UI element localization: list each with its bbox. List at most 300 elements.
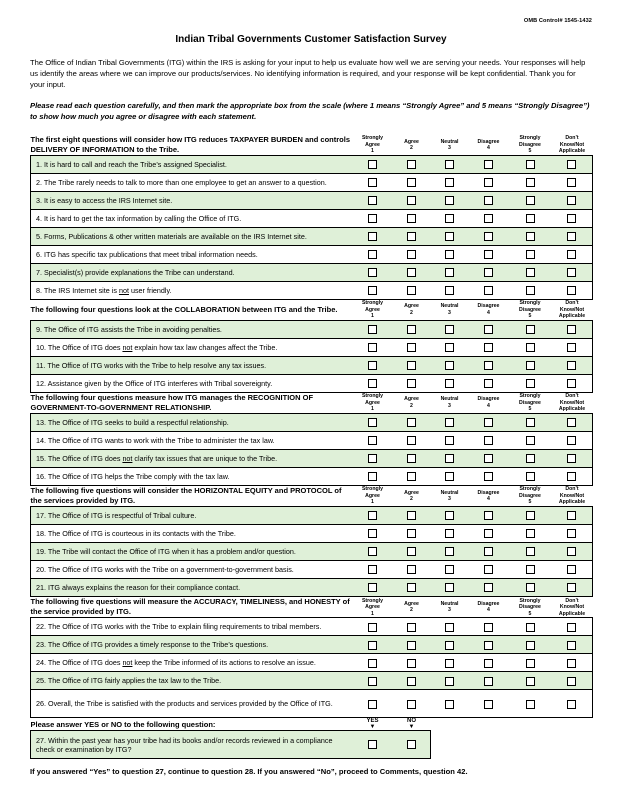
answer-cell-5[interactable] — [509, 282, 552, 300]
checkbox[interactable] — [526, 511, 535, 520]
checkbox[interactable] — [567, 623, 576, 632]
answer-cell-2[interactable] — [393, 246, 431, 264]
answer-cell-4[interactable] — [469, 228, 509, 246]
answer-cell-4[interactable] — [469, 210, 509, 228]
checkbox[interactable] — [445, 659, 454, 668]
checkbox[interactable] — [526, 214, 535, 223]
checkbox[interactable] — [445, 325, 454, 334]
answer-cell-4[interactable] — [469, 449, 509, 467]
answer-cell-2[interactable] — [393, 282, 431, 300]
answer-cell-4[interactable] — [469, 525, 509, 543]
answer-cell-5[interactable] — [509, 264, 552, 282]
answer-cell-1[interactable] — [353, 282, 393, 300]
checkbox[interactable] — [368, 677, 377, 686]
answer-cell-4[interactable] — [469, 282, 509, 300]
answer-cell-3[interactable] — [431, 579, 469, 597]
answer-cell-2[interactable] — [393, 374, 431, 392]
answer-cell-1[interactable] — [353, 156, 393, 174]
checkbox[interactable] — [526, 379, 535, 388]
answer-cell-4[interactable] — [469, 507, 509, 525]
checkbox[interactable] — [407, 325, 416, 334]
checkbox[interactable] — [445, 641, 454, 650]
answer-cell-5[interactable] — [509, 561, 552, 579]
checkbox[interactable] — [407, 511, 416, 520]
checkbox[interactable] — [484, 418, 493, 427]
answer-cell-5[interactable] — [509, 449, 552, 467]
checkbox[interactable] — [567, 659, 576, 668]
answer-cell-3[interactable] — [431, 192, 469, 210]
answer-cell-4[interactable] — [469, 320, 509, 338]
checkbox[interactable] — [407, 583, 416, 592]
checkbox[interactable] — [368, 700, 377, 709]
answer-cell-5[interactable] — [509, 690, 552, 718]
checkbox[interactable] — [484, 343, 493, 352]
checkbox[interactable] — [407, 343, 416, 352]
answer-cell-4[interactable] — [469, 174, 509, 192]
checkbox[interactable] — [484, 379, 493, 388]
checkbox[interactable] — [445, 160, 454, 169]
answer-cell-3[interactable] — [431, 356, 469, 374]
answer-cell-3[interactable] — [431, 507, 469, 525]
answer-cell-1[interactable] — [353, 672, 393, 690]
checkbox[interactable] — [445, 418, 454, 427]
checkbox[interactable] — [445, 583, 454, 592]
answer-cell-5[interactable] — [509, 228, 552, 246]
answer-cell-3[interactable] — [431, 246, 469, 264]
answer-cell-1[interactable] — [353, 192, 393, 210]
answer-cell-1[interactable] — [353, 618, 393, 636]
answer-cell-4[interactable] — [469, 467, 509, 485]
answer-cell-yes[interactable] — [353, 731, 393, 759]
answer-cell-2[interactable] — [393, 467, 431, 485]
checkbox[interactable] — [567, 286, 576, 295]
answer-cell-2[interactable] — [393, 320, 431, 338]
checkbox[interactable] — [407, 623, 416, 632]
answer-cell-1[interactable] — [353, 467, 393, 485]
answer-cell-2[interactable] — [393, 356, 431, 374]
checkbox[interactable] — [368, 214, 377, 223]
answer-cell-3[interactable] — [431, 467, 469, 485]
answer-cell-1[interactable] — [353, 413, 393, 431]
checkbox[interactable] — [407, 160, 416, 169]
answer-cell-4[interactable] — [469, 413, 509, 431]
answer-cell-1[interactable] — [353, 174, 393, 192]
checkbox[interactable] — [484, 511, 493, 520]
checkbox[interactable] — [407, 641, 416, 650]
checkbox[interactable] — [368, 511, 377, 520]
checkbox[interactable] — [368, 641, 377, 650]
answer-cell-4[interactable] — [469, 192, 509, 210]
checkbox[interactable] — [567, 472, 576, 481]
checkbox[interactable] — [368, 196, 377, 205]
answer-cell-1[interactable] — [353, 449, 393, 467]
checkbox[interactable] — [484, 700, 493, 709]
checkbox[interactable] — [567, 379, 576, 388]
answer-cell-3[interactable] — [431, 561, 469, 579]
checkbox[interactable] — [567, 454, 576, 463]
checkbox[interactable] — [445, 677, 454, 686]
answer-cell-4[interactable] — [469, 431, 509, 449]
checkbox[interactable] — [407, 677, 416, 686]
checkbox[interactable] — [484, 641, 493, 650]
checkbox[interactable] — [484, 677, 493, 686]
answer-cell-2[interactable] — [393, 174, 431, 192]
answer-cell-na[interactable] — [552, 672, 593, 690]
answer-cell-3[interactable] — [431, 338, 469, 356]
checkbox[interactable] — [526, 641, 535, 650]
checkbox[interactable] — [368, 529, 377, 538]
answer-cell-4[interactable] — [469, 561, 509, 579]
checkbox[interactable] — [484, 286, 493, 295]
answer-cell-2[interactable] — [393, 338, 431, 356]
answer-cell-5[interactable] — [509, 636, 552, 654]
checkbox[interactable] — [567, 677, 576, 686]
checkbox[interactable] — [526, 325, 535, 334]
checkbox[interactable] — [567, 178, 576, 187]
checkbox[interactable] — [526, 160, 535, 169]
checkbox[interactable] — [368, 325, 377, 334]
checkbox[interactable] — [567, 641, 576, 650]
answer-cell-na[interactable] — [552, 320, 593, 338]
checkbox[interactable] — [368, 268, 377, 277]
checkbox[interactable] — [368, 379, 377, 388]
answer-cell-1[interactable] — [353, 525, 393, 543]
checkbox[interactable] — [407, 178, 416, 187]
checkbox[interactable] — [445, 178, 454, 187]
checkbox[interactable] — [368, 361, 377, 370]
answer-cell-na[interactable] — [552, 579, 593, 597]
answer-cell-4[interactable] — [469, 374, 509, 392]
answer-cell-no[interactable] — [393, 731, 431, 759]
answer-cell-5[interactable] — [509, 320, 552, 338]
answer-cell-3[interactable] — [431, 636, 469, 654]
answer-cell-1[interactable] — [353, 654, 393, 672]
answer-cell-1[interactable] — [353, 338, 393, 356]
answer-cell-2[interactable] — [393, 543, 431, 561]
checkbox[interactable] — [526, 547, 535, 556]
checkbox[interactable] — [407, 361, 416, 370]
checkbox[interactable] — [368, 286, 377, 295]
answer-cell-na[interactable] — [552, 246, 593, 264]
answer-cell-na[interactable] — [552, 654, 593, 672]
answer-cell-na[interactable] — [552, 192, 593, 210]
checkbox[interactable] — [567, 343, 576, 352]
checkbox[interactable] — [567, 214, 576, 223]
checkbox[interactable] — [368, 160, 377, 169]
answer-cell-3[interactable] — [431, 690, 469, 718]
checkbox[interactable] — [567, 700, 576, 709]
answer-cell-1[interactable] — [353, 320, 393, 338]
checkbox[interactable] — [445, 472, 454, 481]
checkbox[interactable] — [445, 565, 454, 574]
checkbox[interactable] — [368, 547, 377, 556]
checkbox[interactable] — [526, 343, 535, 352]
checkbox[interactable] — [484, 250, 493, 259]
checkbox[interactable] — [484, 565, 493, 574]
checkbox[interactable] — [368, 454, 377, 463]
checkbox[interactable] — [368, 472, 377, 481]
answer-cell-3[interactable] — [431, 431, 469, 449]
checkbox[interactable] — [407, 379, 416, 388]
answer-cell-1[interactable] — [353, 210, 393, 228]
checkbox[interactable] — [368, 583, 377, 592]
answer-cell-na[interactable] — [552, 543, 593, 561]
checkbox[interactable] — [526, 677, 535, 686]
answer-cell-5[interactable] — [509, 507, 552, 525]
checkbox[interactable] — [445, 623, 454, 632]
answer-cell-1[interactable] — [353, 264, 393, 282]
answer-cell-2[interactable] — [393, 156, 431, 174]
answer-cell-2[interactable] — [393, 264, 431, 282]
checkbox[interactable] — [407, 454, 416, 463]
answer-cell-3[interactable] — [431, 374, 469, 392]
answer-cell-4[interactable] — [469, 543, 509, 561]
answer-cell-2[interactable] — [393, 192, 431, 210]
checkbox[interactable] — [526, 361, 535, 370]
checkbox[interactable] — [407, 529, 416, 538]
checkbox[interactable] — [407, 418, 416, 427]
checkbox[interactable] — [567, 547, 576, 556]
checkbox[interactable] — [484, 472, 493, 481]
answer-cell-2[interactable] — [393, 228, 431, 246]
checkbox[interactable] — [368, 659, 377, 668]
checkbox[interactable] — [445, 214, 454, 223]
checkbox[interactable] — [484, 214, 493, 223]
checkbox[interactable] — [407, 232, 416, 241]
checkbox[interactable] — [407, 700, 416, 709]
answer-cell-na[interactable] — [552, 449, 593, 467]
answer-cell-4[interactable] — [469, 338, 509, 356]
checkbox[interactable] — [567, 232, 576, 241]
checkbox[interactable] — [526, 418, 535, 427]
answer-cell-3[interactable] — [431, 320, 469, 338]
checkbox[interactable] — [484, 529, 493, 538]
checkbox[interactable] — [368, 178, 377, 187]
answer-cell-1[interactable] — [353, 543, 393, 561]
checkbox[interactable] — [445, 700, 454, 709]
checkbox[interactable] — [445, 379, 454, 388]
answer-cell-5[interactable] — [509, 246, 552, 264]
answer-cell-na[interactable] — [552, 690, 593, 718]
checkbox[interactable] — [407, 472, 416, 481]
checkbox[interactable] — [526, 268, 535, 277]
answer-cell-2[interactable] — [393, 690, 431, 718]
answer-cell-5[interactable] — [509, 413, 552, 431]
answer-cell-4[interactable] — [469, 654, 509, 672]
checkbox[interactable] — [526, 178, 535, 187]
checkbox[interactable] — [407, 214, 416, 223]
checkbox[interactable] — [484, 547, 493, 556]
answer-cell-na[interactable] — [552, 356, 593, 374]
checkbox[interactable] — [484, 454, 493, 463]
checkbox[interactable] — [567, 196, 576, 205]
checkbox[interactable] — [445, 547, 454, 556]
checkbox[interactable] — [484, 623, 493, 632]
checkbox[interactable] — [526, 232, 535, 241]
answer-cell-1[interactable] — [353, 690, 393, 718]
checkbox[interactable] — [567, 529, 576, 538]
answer-cell-1[interactable] — [353, 579, 393, 597]
checkbox[interactable] — [526, 659, 535, 668]
checkbox[interactable] — [567, 418, 576, 427]
checkbox[interactable] — [567, 436, 576, 445]
answer-cell-2[interactable] — [393, 525, 431, 543]
answer-cell-4[interactable] — [469, 264, 509, 282]
checkbox[interactable] — [484, 196, 493, 205]
checkbox[interactable] — [368, 343, 377, 352]
checkbox[interactable] — [407, 286, 416, 295]
checkbox[interactable] — [407, 659, 416, 668]
answer-cell-1[interactable] — [353, 374, 393, 392]
checkbox[interactable] — [445, 268, 454, 277]
checkbox[interactable] — [567, 583, 576, 592]
checkbox[interactable] — [368, 436, 377, 445]
answer-cell-na[interactable] — [552, 525, 593, 543]
checkbox[interactable] — [407, 250, 416, 259]
checkbox[interactable] — [484, 178, 493, 187]
checkbox[interactable] — [567, 268, 576, 277]
checkbox[interactable] — [567, 325, 576, 334]
answer-cell-5[interactable] — [509, 192, 552, 210]
answer-cell-5[interactable] — [509, 431, 552, 449]
checkbox[interactable] — [445, 196, 454, 205]
answer-cell-2[interactable] — [393, 618, 431, 636]
answer-cell-2[interactable] — [393, 561, 431, 579]
checkbox[interactable] — [484, 268, 493, 277]
checkbox[interactable] — [445, 361, 454, 370]
answer-cell-4[interactable] — [469, 672, 509, 690]
answer-cell-4[interactable] — [469, 636, 509, 654]
checkbox[interactable] — [407, 565, 416, 574]
checkbox[interactable] — [368, 232, 377, 241]
answer-cell-1[interactable] — [353, 561, 393, 579]
checkbox[interactable] — [407, 196, 416, 205]
answer-cell-2[interactable] — [393, 431, 431, 449]
checkbox[interactable] — [484, 325, 493, 334]
answer-cell-na[interactable] — [552, 561, 593, 579]
checkbox[interactable] — [445, 286, 454, 295]
answer-cell-2[interactable] — [393, 654, 431, 672]
answer-cell-3[interactable] — [431, 672, 469, 690]
answer-cell-5[interactable] — [509, 210, 552, 228]
checkbox[interactable] — [407, 268, 416, 277]
checkbox[interactable] — [526, 454, 535, 463]
checkbox[interactable] — [445, 511, 454, 520]
checkbox[interactable] — [526, 436, 535, 445]
answer-cell-na[interactable] — [552, 174, 593, 192]
answer-cell-1[interactable] — [353, 431, 393, 449]
checkbox[interactable] — [484, 583, 493, 592]
checkbox[interactable] — [407, 740, 416, 749]
checkbox[interactable] — [484, 436, 493, 445]
checkbox[interactable] — [526, 196, 535, 205]
answer-cell-3[interactable] — [431, 264, 469, 282]
checkbox[interactable] — [484, 160, 493, 169]
checkbox[interactable] — [445, 454, 454, 463]
checkbox[interactable] — [445, 529, 454, 538]
checkbox[interactable] — [407, 436, 416, 445]
checkbox[interactable] — [445, 232, 454, 241]
answer-cell-3[interactable] — [431, 413, 469, 431]
checkbox[interactable] — [368, 250, 377, 259]
checkbox[interactable] — [484, 361, 493, 370]
checkbox[interactable] — [368, 418, 377, 427]
checkbox[interactable] — [445, 343, 454, 352]
answer-cell-na[interactable] — [552, 467, 593, 485]
checkbox[interactable] — [526, 529, 535, 538]
checkbox[interactable] — [526, 583, 535, 592]
answer-cell-na[interactable] — [552, 282, 593, 300]
answer-cell-3[interactable] — [431, 525, 469, 543]
answer-cell-2[interactable] — [393, 636, 431, 654]
answer-cell-na[interactable] — [552, 507, 593, 525]
checkbox[interactable] — [567, 565, 576, 574]
answer-cell-na[interactable] — [552, 374, 593, 392]
answer-cell-na[interactable] — [552, 413, 593, 431]
answer-cell-1[interactable] — [353, 636, 393, 654]
answer-cell-5[interactable] — [509, 174, 552, 192]
answer-cell-5[interactable] — [509, 338, 552, 356]
answer-cell-4[interactable] — [469, 246, 509, 264]
checkbox[interactable] — [567, 361, 576, 370]
answer-cell-2[interactable] — [393, 210, 431, 228]
answer-cell-3[interactable] — [431, 449, 469, 467]
answer-cell-3[interactable] — [431, 543, 469, 561]
checkbox[interactable] — [368, 740, 377, 749]
answer-cell-3[interactable] — [431, 210, 469, 228]
answer-cell-4[interactable] — [469, 579, 509, 597]
checkbox[interactable] — [407, 547, 416, 556]
answer-cell-3[interactable] — [431, 618, 469, 636]
answer-cell-5[interactable] — [509, 374, 552, 392]
checkbox[interactable] — [484, 232, 493, 241]
checkbox[interactable] — [526, 700, 535, 709]
answer-cell-5[interactable] — [509, 467, 552, 485]
answer-cell-1[interactable] — [353, 507, 393, 525]
checkbox[interactable] — [368, 565, 377, 574]
checkbox[interactable] — [567, 160, 576, 169]
answer-cell-2[interactable] — [393, 672, 431, 690]
answer-cell-3[interactable] — [431, 654, 469, 672]
answer-cell-na[interactable] — [552, 618, 593, 636]
answer-cell-na[interactable] — [552, 264, 593, 282]
checkbox[interactable] — [445, 250, 454, 259]
answer-cell-5[interactable] — [509, 618, 552, 636]
checkbox[interactable] — [526, 623, 535, 632]
answer-cell-1[interactable] — [353, 356, 393, 374]
answer-cell-1[interactable] — [353, 246, 393, 264]
answer-cell-4[interactable] — [469, 618, 509, 636]
checkbox[interactable] — [484, 659, 493, 668]
answer-cell-5[interactable] — [509, 156, 552, 174]
answer-cell-3[interactable] — [431, 228, 469, 246]
answer-cell-na[interactable] — [552, 338, 593, 356]
answer-cell-2[interactable] — [393, 413, 431, 431]
answer-cell-5[interactable] — [509, 356, 552, 374]
checkbox[interactable] — [526, 286, 535, 295]
checkbox[interactable] — [526, 565, 535, 574]
answer-cell-5[interactable] — [509, 579, 552, 597]
answer-cell-na[interactable] — [552, 156, 593, 174]
answer-cell-na[interactable] — [552, 431, 593, 449]
answer-cell-4[interactable] — [469, 356, 509, 374]
answer-cell-4[interactable] — [469, 690, 509, 718]
checkbox[interactable] — [368, 623, 377, 632]
answer-cell-5[interactable] — [509, 543, 552, 561]
answer-cell-2[interactable] — [393, 449, 431, 467]
checkbox[interactable] — [567, 250, 576, 259]
answer-cell-na[interactable] — [552, 210, 593, 228]
